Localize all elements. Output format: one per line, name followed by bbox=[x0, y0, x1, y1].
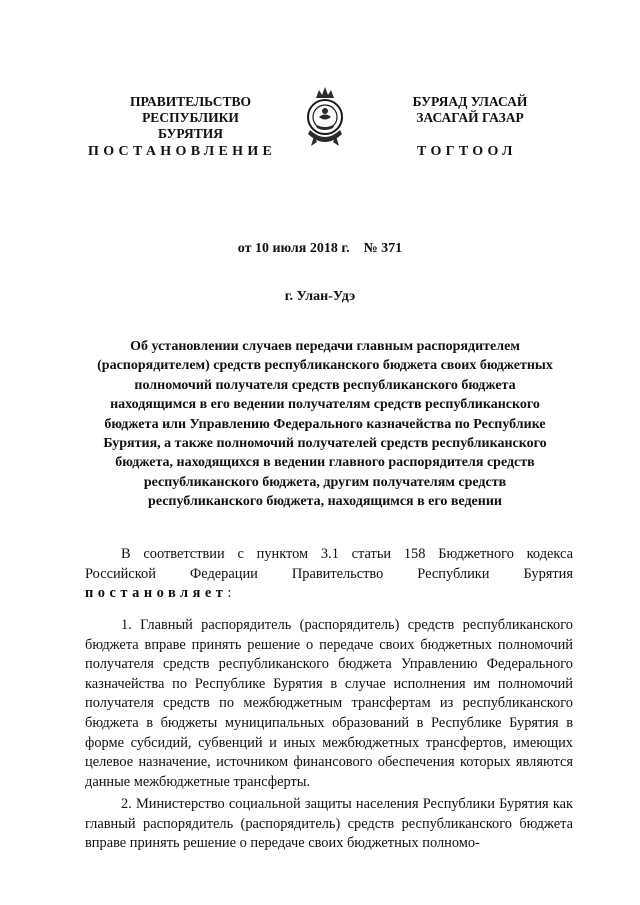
coat-of-arms-emblem bbox=[300, 84, 350, 154]
coat-of-arms-icon bbox=[300, 84, 350, 154]
doc-type-bua: ТОГТООЛ bbox=[417, 144, 517, 159]
org-name-bua bbox=[395, 94, 545, 126]
org-name-ru bbox=[108, 94, 273, 142]
preamble-end: : bbox=[227, 585, 232, 602]
document-title: Об установлении случаев передачи главным распорядителем (распорядителем) средств республиканского бюджета своих бюджетных полномочий получателя средств республиканского бюджета находящимся в его ведении получателям средств республиканского бюджета или Управлению Федерального казначейства по Республике Бурятия, а также полномочий получателей средств республиканского бюджета, находящихся в ведении главного распорядителя средств республиканского бюджета, другим получателям средств республиканского бюджета, находящимся в его ведении bbox=[97, 339, 553, 510]
org-name-bua-line2: ЗАСАГАЙ ГАЗАР bbox=[416, 110, 524, 125]
org-name-ru-line1: ПРАВИТЕЛЬСТВО bbox=[129, 94, 251, 109]
doc-type-ru: ПОСТАНОВЛЕНИЕ bbox=[88, 144, 277, 159]
city-line: г. Улан-Удэ bbox=[284, 289, 356, 304]
paragraph-1: 1. Главный распорядитель (распорядитель) средств республиканского бюджета вправе принять решение о передаче своих бюджетных полномочий получателя средств республиканского бюджета Управлению Федерального казначейства по Республике Бурятия в случае исполнения им полномочий получателя средств по межбюджетным трансфертам из республиканского бюджета в бюджеты муниципальных образований в Республике Бурятия в форме субсидий, субвенций и иных межбюджетных трансфертов, имеющих целевое назначение, источником финансового обеспечения которых являются данные межбюджетные трансферты. bbox=[85, 617, 573, 790]
preamble-paragraph bbox=[85, 545, 573, 604]
preamble-text: В соответствии с пунктом 3.1 статьи 158 Бюджетного кодекса Российской Федерации Правительство Республики Бурятия bbox=[85, 546, 573, 582]
paragraph-2: 2. Министерство социальной защиты населения Республики Бурятия как главный распорядитель (распорядитель) средств республиканского бюджета вправе принять решение о передаче своих бюджетных полномо- bbox=[85, 796, 573, 852]
preamble-emphasis: постановляет bbox=[85, 585, 228, 602]
org-name-ru-line2: РЕСПУБЛИКИ БУРЯТИЯ bbox=[142, 110, 239, 141]
date-number-line: от 10 июля 2018 г. № 371 bbox=[237, 241, 403, 256]
org-name-bua-line1: БУРЯАД УЛАСАЙ bbox=[412, 94, 528, 109]
